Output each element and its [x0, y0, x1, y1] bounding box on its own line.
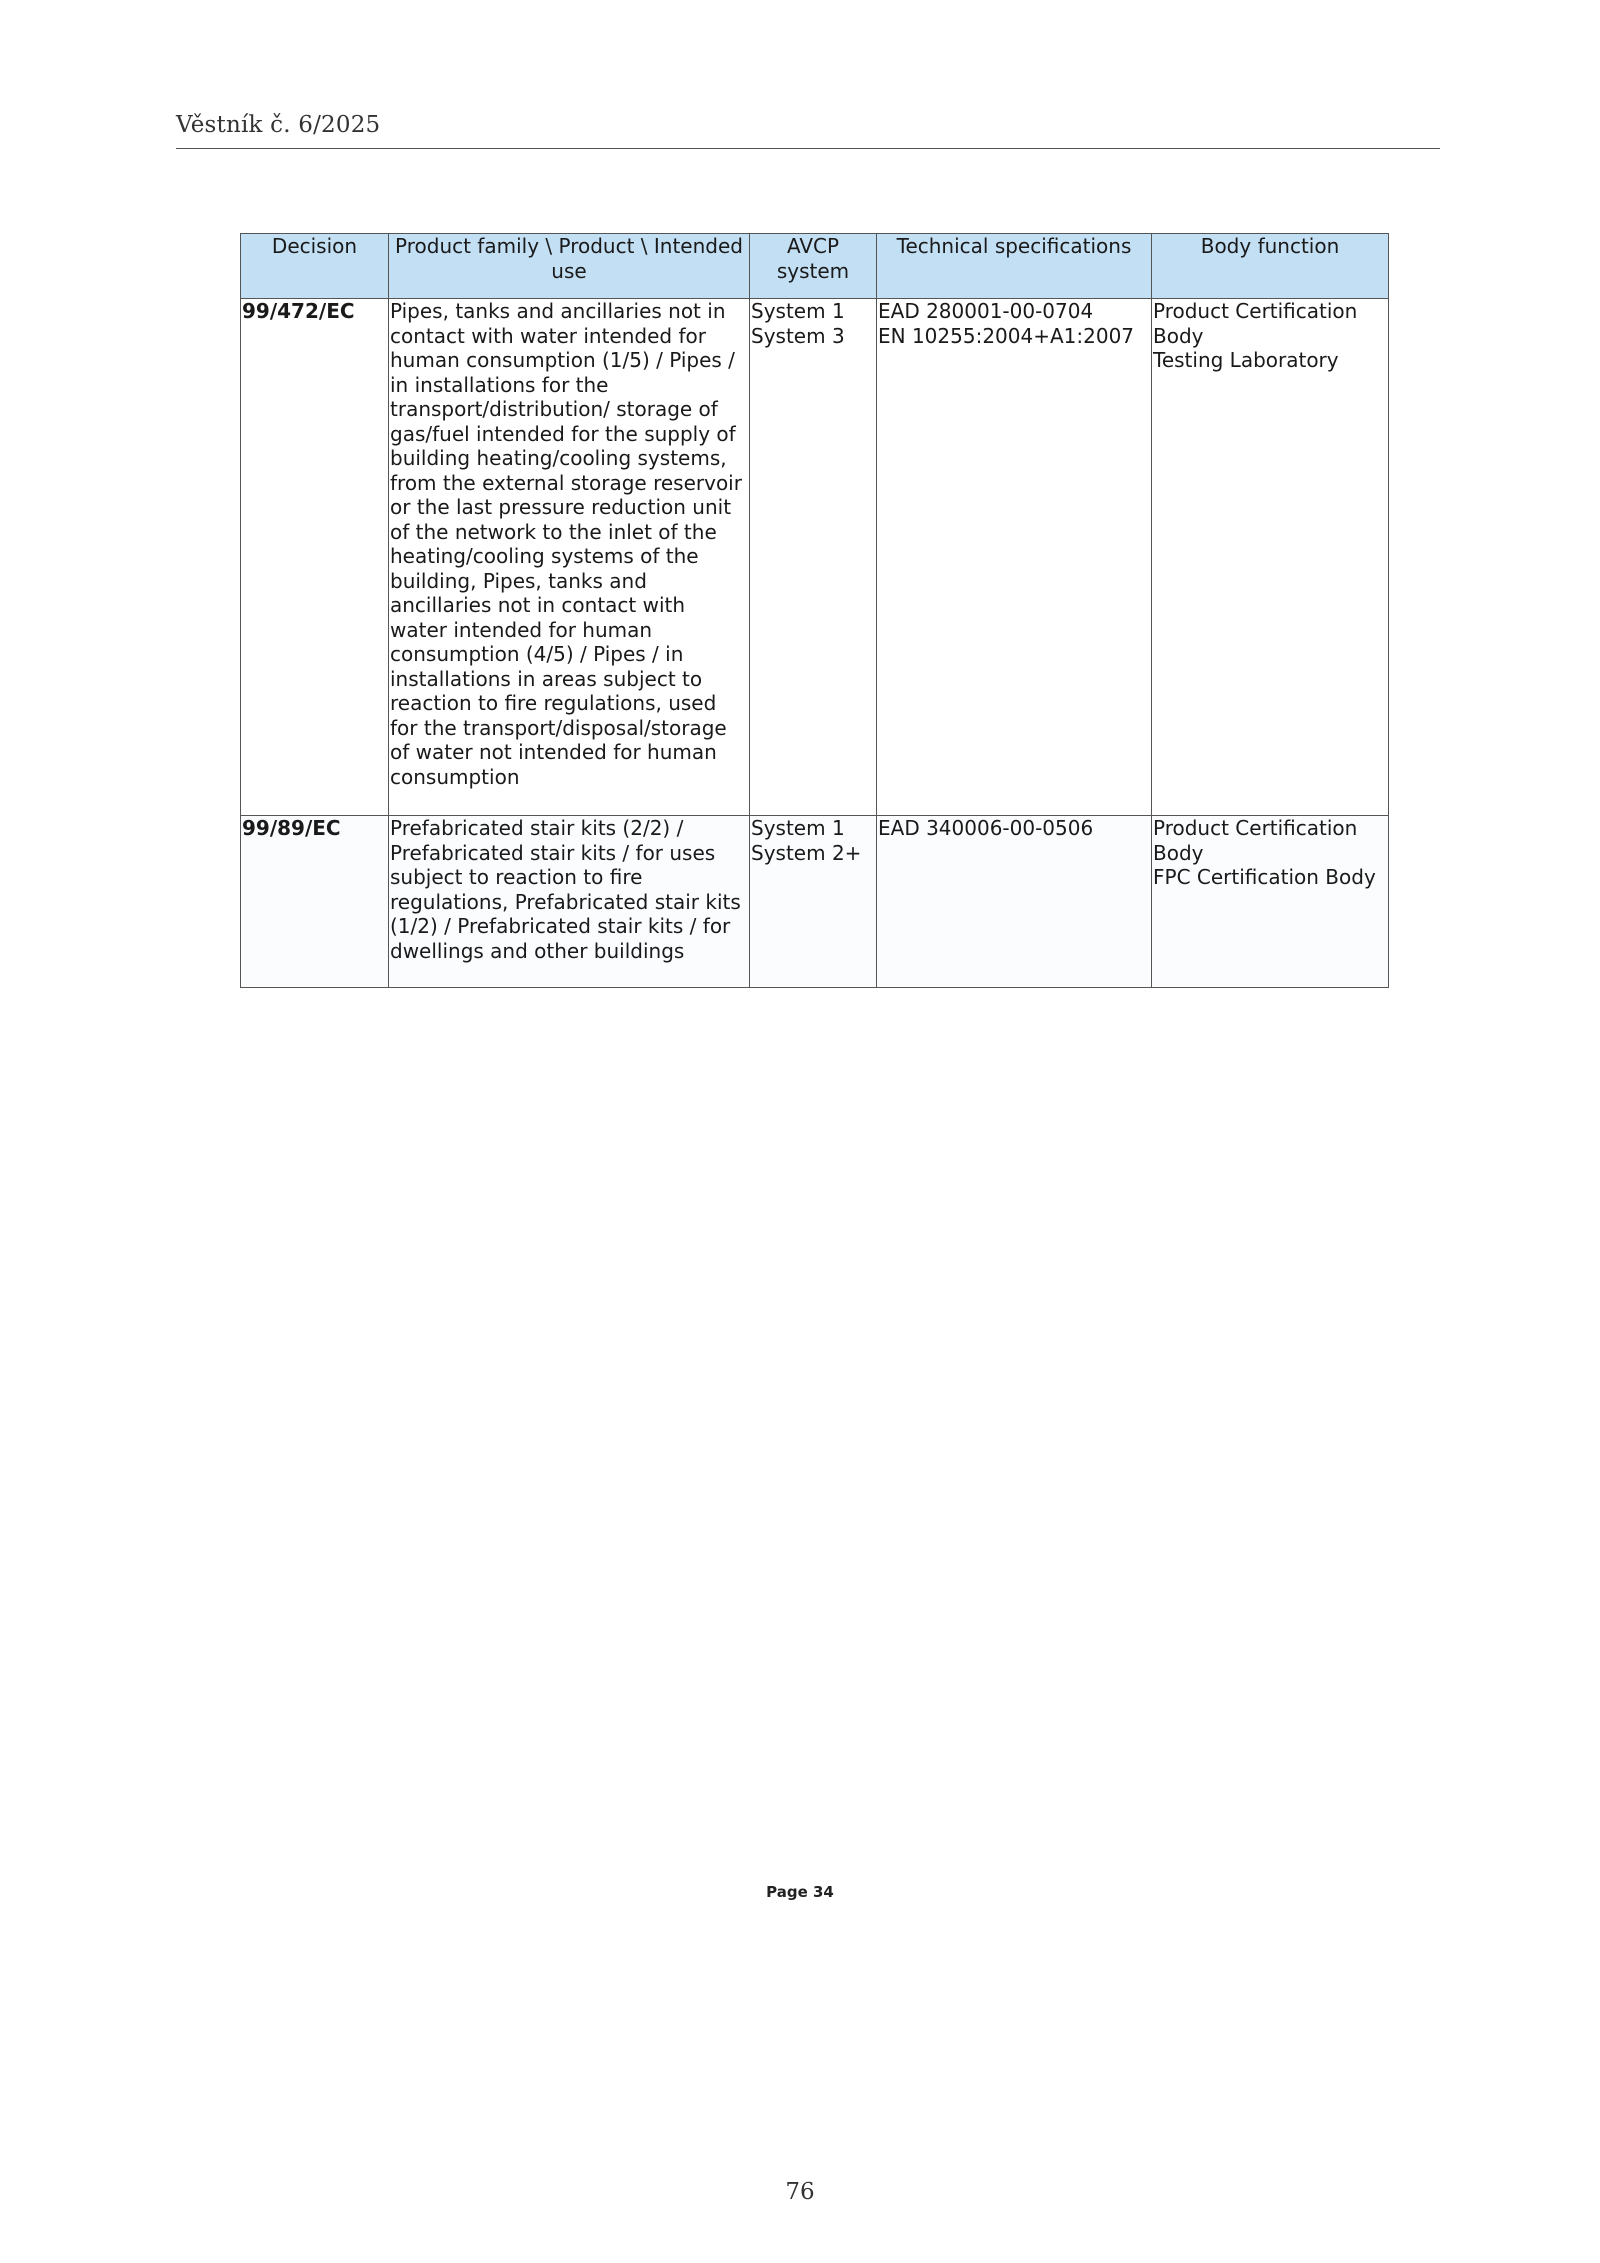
spec-value: EAD 340006-00-0506	[878, 816, 1094, 840]
decision-cell: 99/89/EC	[241, 816, 389, 988]
product-cell: Prefabricated stair kits (2/2) / Prefabricated stair kits / for uses subject to reaction to fire regulations, Prefabricated stair kits (1/2) / Prefabricated stair kits / for dwellings and other buildings	[389, 816, 750, 988]
journal-title: Věstník č. 6/2025	[176, 112, 381, 138]
avcp-value: System 1	[751, 816, 845, 840]
decision-cell: 99/472/EC	[241, 299, 389, 816]
spec-value: EAD 280001-00-0704	[878, 299, 1094, 323]
body-cell	[1152, 299, 1389, 816]
table-row	[241, 299, 1389, 816]
page-label: Page 34	[766, 1883, 834, 1901]
avcp-cell	[750, 816, 877, 988]
spec-value: EN 10255:2004+A1:2007	[878, 323, 1135, 348]
column-header-decision: Decision	[241, 234, 389, 299]
body-value: Product Certification Body	[1153, 299, 1358, 348]
body-value: Testing Laboratory	[1153, 348, 1339, 372]
column-header-body: Body function	[1152, 234, 1389, 299]
page-number: 76	[785, 2179, 815, 2205]
specs-cell	[877, 816, 1152, 988]
avcp-value: System 2+	[751, 840, 862, 865]
column-header-specs: Technical specifications	[877, 234, 1152, 299]
specs-cell	[877, 299, 1152, 816]
body-value: Product Certification Body	[1153, 816, 1358, 865]
column-header-product: Product family \ Product \ Intended use	[389, 234, 750, 299]
avcp-cell	[750, 299, 877, 816]
column-header-avcp: AVCP system	[750, 234, 877, 299]
table-row	[241, 816, 1389, 988]
annex-table	[240, 233, 1389, 988]
body-cell	[1152, 816, 1389, 988]
table-header-row	[241, 234, 1389, 299]
body-value: FPC Certification Body	[1153, 865, 1376, 889]
avcp-value: System 3	[751, 323, 845, 348]
avcp-value: System 1	[751, 299, 845, 323]
product-cell: Pipes, tanks and ancillaries not in contact with water intended for human consumption (1/5) / Pipes / in installations for the transport/distribution/ storage of gas/fuel intended for the supply of building heating/cooling systems, from the external storage reservoir or the last pressure reduction unit of the network to the inlet of the heating/cooling systems of the building, Pipes, tanks and ancillaries not in contact with water intended for human consumption (4/5) / Pipes / in installations in areas subject to reaction to fire regulations, used for the transport/disposal/storage of water not intended for human consumption	[389, 299, 750, 816]
page-header	[176, 112, 1440, 149]
